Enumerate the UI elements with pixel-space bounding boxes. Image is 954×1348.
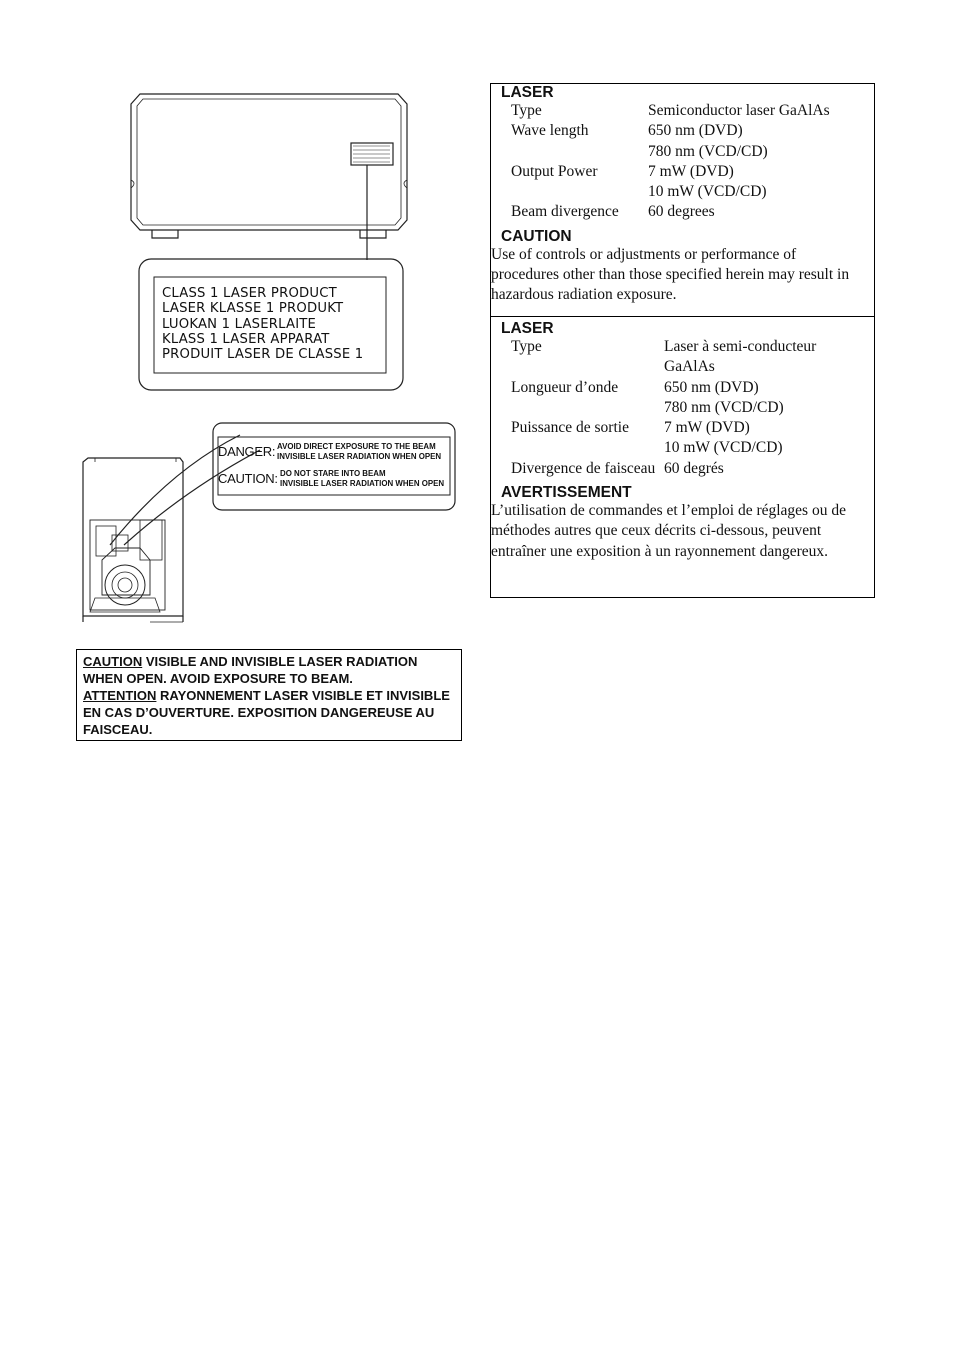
spec-key: Type <box>511 338 542 355</box>
spec-value-line: GaAlAs <box>664 358 715 376</box>
spec-row <box>501 378 868 419</box>
caution-line: INVISIBLE LASER RADIATION WHEN OPEN <box>279 477 444 488</box>
spec-key: Divergence de faisceau <box>511 459 656 477</box>
spec-value <box>664 418 868 459</box>
caution-row <box>218 469 458 488</box>
caution-heading: CAUTION <box>501 227 572 245</box>
spec-value-line: 7 mW (DVD) <box>648 162 734 180</box>
unit-foot-left <box>152 230 178 238</box>
laser-label-line: LASER KLASSE 1 PRODUKT <box>162 301 344 317</box>
laser-label-line: LUOKAN 1 LASERLAITE <box>162 316 317 332</box>
danger-text <box>277 442 441 461</box>
unit-foot-right <box>360 230 386 238</box>
laser-label-line: PRODUIT LASER DE CLASSE 1 <box>162 347 364 363</box>
caution-warning-box <box>76 649 462 741</box>
spec-row <box>501 202 868 222</box>
caution-keyword: CAUTION <box>83 654 143 669</box>
french-laser-spec-box <box>490 316 875 598</box>
disc-mechanism <box>105 565 145 605</box>
spec-row <box>501 418 868 459</box>
caution-text <box>280 469 444 488</box>
danger-row <box>218 442 456 461</box>
spec-value-line: Laser à semi-conducteur <box>664 338 817 355</box>
spec-row <box>501 162 868 203</box>
spec-value-line: 10 mW (VCD/CD) <box>648 183 767 201</box>
danger-caution-label <box>218 437 450 495</box>
spec-value-line: 650 nm (DVD) <box>648 122 743 140</box>
spec-key: Type <box>511 102 542 119</box>
avertissement-heading: AVERTISSEMENT <box>501 484 632 502</box>
danger-line: INVISIBLE LASER RADIATION WHEN OPEN <box>277 450 442 461</box>
spec-value-line: 650 nm (DVD) <box>664 378 759 396</box>
spec-key: Longueur d’onde <box>511 378 619 396</box>
spec-row <box>501 101 868 121</box>
spec-row <box>501 121 868 162</box>
spec-row <box>501 459 868 479</box>
spec-value-line: 780 nm (VCD/CD) <box>664 398 784 416</box>
caution-word: CAUTION: <box>218 471 278 486</box>
spec-value <box>648 162 868 203</box>
spec-key: Puissance de sortie <box>511 419 629 437</box>
spec-value <box>664 337 868 378</box>
laser-label-line: KLASS 1 LASER APPARAT <box>162 331 330 347</box>
class1-laser-label <box>154 277 386 373</box>
avertissement-paragraph: L’utilisation de commandes et l’emploi de réglages ou de méthodes autres que ceux décrits ci-dessous, peuvent entraîner une exposition à un rayonnement dangereux. <box>491 502 846 560</box>
attention-statement: RAYONNEMENT LASER VISIBLE ET INVISIBLE EN CAS D’OUVERTURE. EXPOSITION DANGEREUSE AU FAISCEAU. <box>83 688 450 737</box>
spec-value: 60 degrees <box>648 203 715 221</box>
danger-word: DANGER: <box>218 444 276 459</box>
laser-heading: LASER <box>501 320 554 337</box>
spec-key: Wave length <box>511 122 589 140</box>
spec-value-line: 7 mW (DVD) <box>664 419 750 437</box>
spec-value <box>648 121 868 162</box>
spec-key: Beam divergence <box>511 203 619 221</box>
spec-value-line: 10 mW (VCD/CD) <box>664 439 783 457</box>
attention-keyword: ATTENTION <box>83 688 157 703</box>
spec-value <box>664 378 868 419</box>
spec-value: Semiconductor laser GaAlAs <box>648 102 830 119</box>
english-laser-spec-box <box>490 83 875 317</box>
laser-heading: LASER <box>501 84 554 101</box>
caution-statement: VISIBLE AND INVISIBLE LASER RADIATION WHEN OPEN. AVOID EXPOSURE TO BEAM. <box>83 654 418 686</box>
danger-line: AVOID DIRECT EXPOSURE TO THE BEAM <box>277 441 436 451</box>
spec-value-line: 780 nm (VCD/CD) <box>648 142 768 160</box>
spec-key: Output Power <box>511 162 598 180</box>
spec-value: 60 degrés <box>664 459 724 477</box>
spec-row <box>501 337 868 378</box>
caution-paragraph: Use of controls or adjustments or performance of procedures other than those specified herein may result in hazardous radiation exposure. <box>491 245 850 304</box>
caution-line: DO NOT STARE INTO BEAM <box>279 468 386 478</box>
laser-label-line: CLASS 1 LASER PRODUCT <box>162 286 337 301</box>
